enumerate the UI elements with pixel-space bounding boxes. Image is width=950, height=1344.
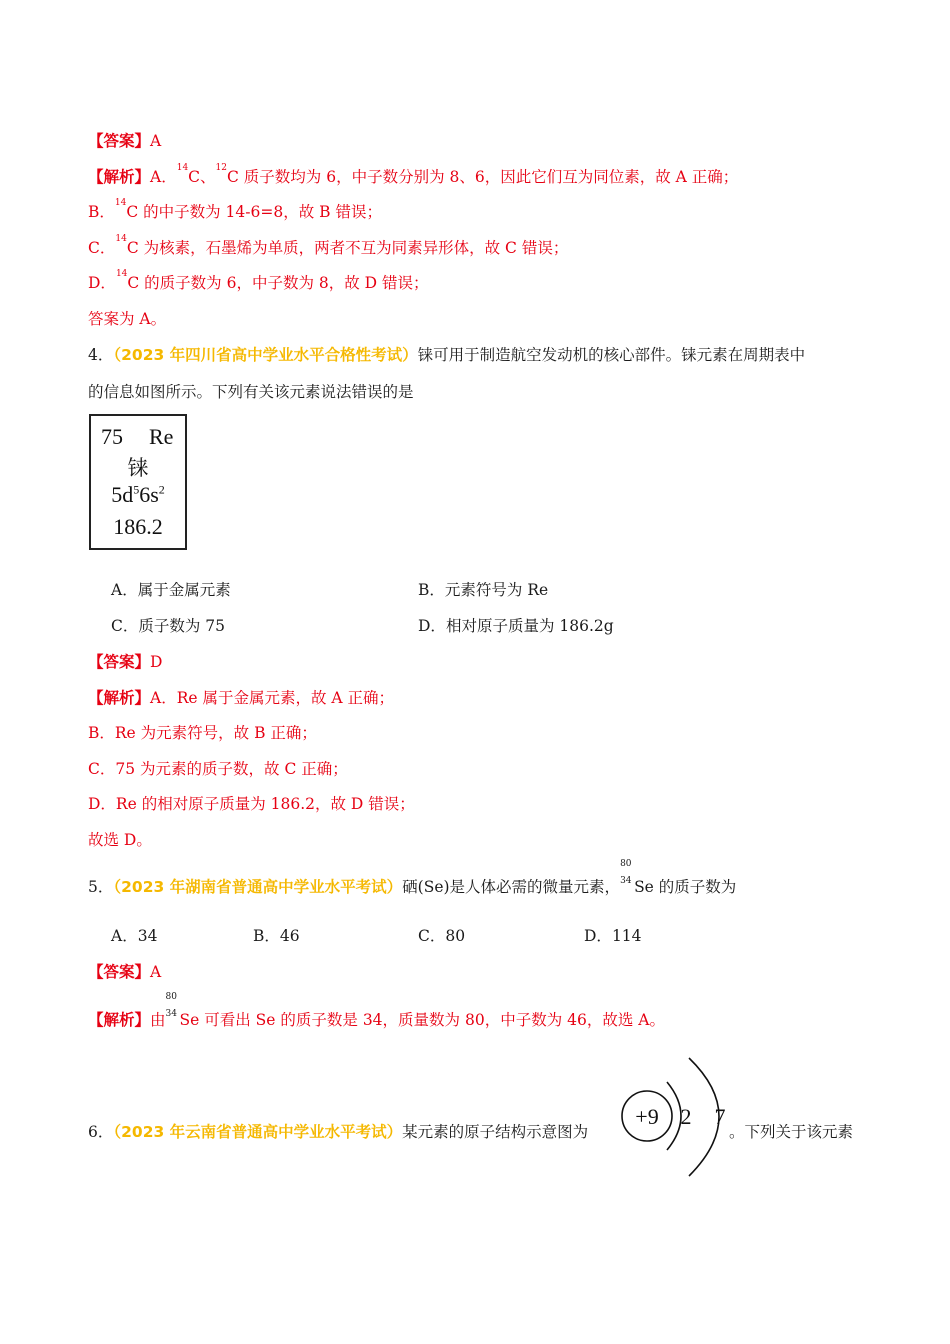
q3-analysis-line-2 <box>88 198 382 222</box>
mass-number: 14 <box>176 163 189 173</box>
q4-answer <box>88 652 162 672</box>
q5-option-b[interactable]: B．46 <box>253 927 300 945</box>
analysis-text: B． <box>88 203 115 221</box>
question-number: 5． <box>88 878 114 896</box>
answer-label: 【答案】 <box>88 653 151 671</box>
analysis-text: C 为核素，石墨烯为单质，两者不互为同素异形体，故 C 错误； <box>126 239 569 257</box>
mass-number: 14 <box>115 269 128 279</box>
question-stem: 硒(Se)是人体必需的微量元素， <box>402 878 621 896</box>
q5-answer <box>88 962 161 982</box>
analysis-text: A．Re 属于金属元素，故 A 正确； <box>150 689 395 707</box>
q5-analysis <box>88 992 665 1030</box>
q4-option-b[interactable]: B．元素符号为 Re <box>418 581 549 599</box>
q3-conclusion: 答案为 A。 <box>88 310 167 328</box>
question-source: （2023 年四川省高中学业水平合格性考试） <box>113 346 418 364</box>
electron-configuration: $5d^56s^2$ <box>111 482 165 507</box>
question-stem: Se 的质子数为 <box>634 878 737 896</box>
analysis-text: D． <box>88 274 116 292</box>
q3-analysis-line-4 <box>88 269 429 293</box>
analysis-label: 【解析】 <box>88 689 151 707</box>
question-number: 4． <box>88 346 114 364</box>
analysis-text: C 的质子数为 6，中子数为 8，故 D 错误； <box>127 274 429 292</box>
nuclear-charge: +9 <box>635 1104 659 1129</box>
atomic-number: 75 <box>101 424 123 449</box>
question-source: （2023 年云南省普通高中学业水平考试） <box>113 1123 403 1141</box>
q4-option-c[interactable]: C．质子数为 75 <box>111 617 226 635</box>
q5-option-c[interactable]: C．80 <box>418 927 466 945</box>
q4-conclusion: 故选 D。 <box>88 831 152 849</box>
analysis-text: Se 可看出 Se 的质子数是 34，质量数为 80，中子数为 46，故选 A。 <box>179 1011 665 1029</box>
q5-option-d[interactable]: D．114 <box>584 927 642 945</box>
atomic-structure-diagram <box>617 1054 732 1180</box>
q3-analysis-line-3 <box>88 234 569 258</box>
q5-stem <box>88 859 737 897</box>
answer-value: A <box>150 963 162 981</box>
periodic-table-cell <box>89 414 187 550</box>
element-name: 铼 <box>127 456 149 480</box>
q4-analysis-line-4: D．Re 的相对原子质量为 186.2，故 D 错误； <box>88 795 415 813</box>
answer-label: 【答案】 <box>88 132 151 150</box>
atomic-mass: 186.2 <box>113 514 163 539</box>
electron-shell-arc-1 <box>667 1082 681 1150</box>
analysis-label: 【解析】 <box>88 168 151 186</box>
answer-value: D <box>150 653 163 671</box>
element-symbol: Re <box>149 424 174 449</box>
q4-stem-line-1 <box>88 345 805 365</box>
mass-number: 14 <box>114 198 127 208</box>
question-stem: 某元素的原子结构示意图为 <box>402 1123 589 1141</box>
q4-option-d[interactable]: D．相对原子质量为 186.2g <box>418 617 614 635</box>
shell-2-electrons: 7 <box>714 1104 726 1129</box>
nuclide-notation: 80 34 <box>165 992 177 1019</box>
q6-stem-continued: 。下列关于该元素 <box>729 1123 854 1141</box>
answer-value: A <box>150 132 162 150</box>
q5-option-a[interactable]: A．34 <box>111 927 158 945</box>
q4-stem-line-2: 的信息如图所示。下列有关该元素说法错误的是 <box>88 383 414 401</box>
shell-1-electrons: 2 <box>680 1104 692 1129</box>
analysis-text: 由 <box>150 1011 166 1029</box>
q4-analysis-line-2: B．Re 为元素符号，故 B 正确； <box>88 724 317 742</box>
analysis-label: 【解析】 <box>88 1011 151 1029</box>
analysis-text: C 质子数均为 6，中子数分别为 8、6，因此它们互为同位素，故 A 正确； <box>227 168 739 186</box>
question-stem: 铼可用于制造航空发动机的核心部件。铼元素在周期表中 <box>417 346 806 364</box>
q4-option-a[interactable]: A．属于金属元素 <box>111 581 231 599</box>
q4-analysis-line-1 <box>88 688 394 708</box>
nuclide-notation: 80 34 <box>620 859 632 886</box>
q4-analysis-line-3: C．75 为元素的质子数，故 C 正确； <box>88 760 348 778</box>
answer-label: 【答案】 <box>88 963 151 981</box>
q6-stem <box>88 1122 588 1142</box>
analysis-text: C． <box>88 239 116 257</box>
analysis-text: A． <box>150 168 177 186</box>
question-source: （2023 年湖南省普通高中学业水平考试） <box>113 878 403 896</box>
question-number: 6． <box>88 1123 114 1141</box>
q3-analysis-line-1 <box>88 163 739 187</box>
mass-number: 12 <box>215 163 227 173</box>
analysis-text: C、 <box>188 168 216 186</box>
analysis-text: C 的中子数为 14-6=8，故 B 错误； <box>126 203 382 221</box>
mass-number: 14 <box>115 234 127 244</box>
q3-answer <box>88 131 161 151</box>
